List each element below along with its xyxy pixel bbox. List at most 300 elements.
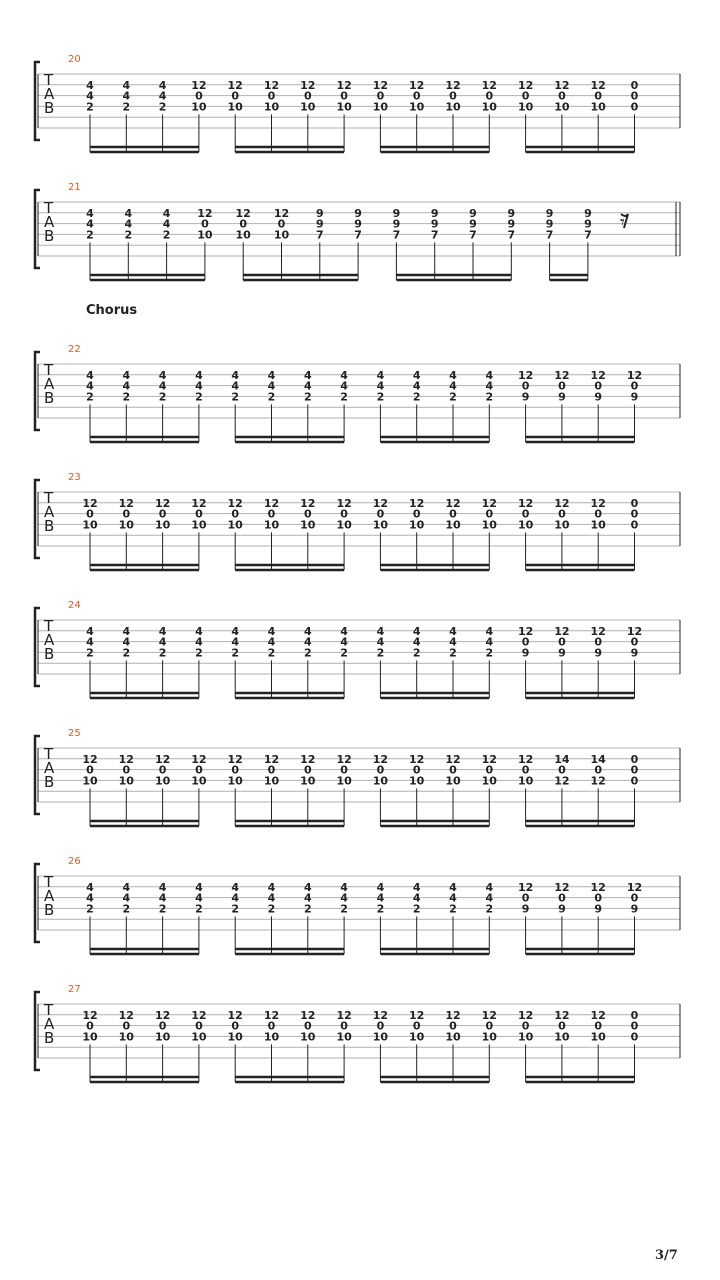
- measure-number: 25: [68, 728, 81, 739]
- fret-number: 2: [124, 228, 133, 242]
- fret-number: 2: [231, 390, 240, 404]
- fret-number: 10: [227, 518, 243, 532]
- fret-number: 12: [517, 624, 534, 638]
- tab-clef-letter: A: [44, 759, 55, 777]
- fret-number: 10: [191, 518, 207, 532]
- fret-number: 2: [231, 902, 240, 916]
- fret-number: 12: [372, 496, 389, 510]
- tab-clef-letter: B: [44, 517, 55, 535]
- fret-number: 0: [521, 763, 530, 777]
- fret-number: 12: [191, 496, 207, 510]
- fret-number: 12: [227, 496, 243, 510]
- fret-number: 12: [517, 1008, 534, 1022]
- fret-number: 2: [340, 902, 348, 916]
- fret-number: 10: [154, 518, 171, 532]
- fret-number: 4: [412, 624, 421, 638]
- fret-number: 9: [430, 206, 439, 220]
- fret-number: 10: [300, 100, 316, 114]
- fret-number: 2: [195, 902, 203, 916]
- fret-number: 7: [584, 228, 592, 242]
- fret-number: 10: [445, 774, 461, 788]
- tab-clef-letter: T: [44, 489, 54, 507]
- fret-number: 12: [372, 78, 389, 92]
- fret-number: 0: [239, 217, 248, 231]
- fret-number: 0: [267, 1019, 276, 1033]
- fret-number: 10: [409, 774, 425, 788]
- fret-number: 2: [122, 100, 131, 114]
- fret-number: 12: [191, 78, 207, 92]
- fret-number: 0: [630, 1030, 639, 1044]
- fret-number: 2: [449, 390, 457, 404]
- fret-number: 12: [554, 496, 570, 510]
- fret-number: 12: [336, 1008, 352, 1022]
- fret-number: 4: [449, 891, 457, 905]
- fret-number: 9: [545, 217, 554, 231]
- fret-number: 12: [82, 496, 98, 510]
- fret-number: 12: [263, 496, 280, 510]
- fret-number: 4: [376, 368, 385, 382]
- fret-number: 14: [590, 752, 606, 766]
- fret-number: 0: [449, 89, 457, 103]
- tab-system: [35, 182, 680, 280]
- fret-number: 2: [195, 646, 203, 660]
- fret-number: 4: [158, 89, 167, 103]
- fret-number: 12: [517, 368, 534, 382]
- fret-number: 4: [195, 635, 203, 649]
- fret-number: 12: [235, 206, 251, 220]
- fret-number: 4: [303, 368, 312, 382]
- fret-number: 4: [231, 368, 240, 382]
- fret-number: 2: [158, 902, 167, 916]
- fret-number: 12: [300, 1008, 316, 1022]
- fret-number: 9: [521, 390, 530, 404]
- fret-number: 9: [545, 206, 554, 220]
- fret-number: 4: [449, 368, 457, 382]
- fret-number: 9: [315, 206, 324, 220]
- fret-number: 12: [263, 1008, 280, 1022]
- fret-number: 9: [521, 902, 530, 916]
- measure-number: 20: [68, 54, 81, 65]
- fret-number: 0: [594, 891, 603, 905]
- tab-clef-letter: A: [44, 887, 55, 905]
- fret-number: 12: [300, 752, 316, 766]
- tab-system: [35, 303, 680, 442]
- fret-number: 2: [158, 100, 167, 114]
- fret-number: 0: [521, 635, 530, 649]
- fret-number: 9: [469, 217, 477, 231]
- tab-clef-letter: A: [44, 1015, 55, 1033]
- fret-number: 9: [558, 902, 566, 916]
- fret-number: 12: [300, 496, 316, 510]
- fret-number: 0: [594, 507, 603, 521]
- fret-number: 0: [630, 891, 639, 905]
- fret-number: 4: [122, 880, 131, 894]
- fret-number: 0: [376, 1019, 385, 1033]
- fret-number: 4: [195, 891, 203, 905]
- measure-number: 22: [68, 344, 81, 355]
- fret-number: 10: [445, 518, 461, 532]
- fret-number: 0: [303, 763, 312, 777]
- fret-number: 4: [267, 880, 276, 894]
- fret-number: 9: [584, 206, 592, 220]
- fret-number: 0: [630, 379, 639, 393]
- fret-number: 10: [235, 228, 251, 242]
- fret-number: 10: [118, 774, 134, 788]
- fret-number: 12: [118, 1008, 134, 1022]
- fret-number: 4: [340, 880, 348, 894]
- fret-number: 0: [630, 518, 639, 532]
- fret-number: 2: [376, 646, 385, 660]
- fret-number: 10: [517, 1030, 534, 1044]
- fret-number: 10: [154, 1030, 171, 1044]
- fret-number: 0: [594, 379, 603, 393]
- fret-number: 4: [195, 379, 203, 393]
- fret-number: 2: [162, 228, 171, 242]
- fret-number: 12: [554, 1008, 570, 1022]
- fret-number: 9: [630, 390, 639, 404]
- fret-number: 2: [86, 228, 94, 242]
- fret-number: 12: [554, 78, 570, 92]
- fret-number: 12: [197, 206, 213, 220]
- fret-number: 4: [340, 624, 348, 638]
- fret-number: 10: [82, 1030, 98, 1044]
- fret-number: 10: [300, 1030, 316, 1044]
- fret-number: 4: [485, 880, 494, 894]
- fret-number: 7: [469, 228, 477, 242]
- tab-system: [35, 728, 680, 826]
- fret-number: 0: [630, 1019, 639, 1033]
- fret-number: 10: [554, 1030, 570, 1044]
- fret-number: 7: [507, 228, 516, 242]
- fret-number: 7: [354, 228, 362, 242]
- tab-clef-letter: T: [44, 71, 54, 89]
- fret-number: 9: [392, 206, 401, 220]
- fret-number: 2: [412, 902, 421, 916]
- fret-number: 2: [303, 390, 312, 404]
- fret-number: 0: [195, 763, 203, 777]
- fret-number: 12: [372, 1008, 389, 1022]
- fret-number: 10: [82, 774, 98, 788]
- fret-number: 2: [449, 646, 457, 660]
- fret-number: 4: [86, 206, 94, 220]
- fret-number: 0: [412, 89, 421, 103]
- fret-number: 0: [630, 635, 639, 649]
- fret-number: 4: [195, 624, 203, 638]
- fret-number: 4: [267, 891, 276, 905]
- fret-number: 9: [507, 206, 516, 220]
- fret-number: 9: [630, 902, 639, 916]
- fret-number: 12: [82, 752, 98, 766]
- fret-number: 12: [590, 624, 606, 638]
- fret-number: 4: [412, 880, 421, 894]
- fret-number: 12: [517, 752, 534, 766]
- fret-number: 4: [449, 379, 457, 393]
- fret-number: 4: [231, 379, 240, 393]
- fret-number: 0: [594, 1019, 603, 1033]
- fret-number: 4: [158, 891, 167, 905]
- fret-number: 7: [315, 228, 324, 242]
- fret-number: 4: [376, 880, 385, 894]
- fret-number: 10: [263, 774, 280, 788]
- fret-number: 12: [626, 624, 643, 638]
- tab-clef-letter: B: [44, 901, 55, 919]
- fret-number: 12: [409, 1008, 425, 1022]
- fret-number: 0: [231, 507, 240, 521]
- fret-number: 0: [558, 635, 566, 649]
- fret-number: 2: [86, 902, 94, 916]
- fret-number: 0: [412, 507, 421, 521]
- fret-number: 4: [158, 635, 167, 649]
- fret-number: 2: [340, 646, 348, 660]
- fret-number: 12: [82, 1008, 98, 1022]
- fret-number: 4: [231, 635, 240, 649]
- fret-number: 10: [191, 774, 207, 788]
- fret-number: 0: [594, 89, 603, 103]
- fret-number: 4: [158, 78, 167, 92]
- fret-number: 4: [86, 880, 94, 894]
- fret-number: 4: [124, 217, 133, 231]
- fret-number: 4: [340, 891, 348, 905]
- fret-number: 2: [303, 902, 312, 916]
- fret-number: 10: [517, 518, 534, 532]
- fret-number: 4: [162, 217, 171, 231]
- fret-number: 10: [300, 774, 316, 788]
- fret-number: 4: [231, 891, 240, 905]
- tab-system: [35, 600, 680, 698]
- fret-number: 4: [86, 379, 94, 393]
- fret-number: 12: [445, 1008, 461, 1022]
- fret-number: 9: [584, 217, 592, 231]
- fret-number: 10: [409, 100, 425, 114]
- fret-number: 4: [412, 379, 421, 393]
- fret-number: 0: [521, 891, 530, 905]
- fret-number: 4: [86, 891, 94, 905]
- fret-number: 4: [485, 379, 494, 393]
- fret-number: 9: [315, 217, 324, 231]
- tab-clef-letter: B: [44, 773, 55, 791]
- tab-clef-letter: T: [44, 1001, 54, 1019]
- fret-number: 2: [303, 646, 312, 660]
- section-label: Chorus: [86, 303, 138, 318]
- fret-number: 4: [303, 379, 312, 393]
- fret-number: 9: [630, 646, 639, 660]
- fret-number: 0: [86, 763, 94, 777]
- fret-number: 4: [124, 206, 133, 220]
- fret-number: 0: [376, 89, 385, 103]
- fret-number: 4: [412, 368, 421, 382]
- fret-number: 0: [630, 1008, 639, 1022]
- fret-number: 12: [481, 496, 497, 510]
- fret-number: 4: [340, 368, 348, 382]
- fret-number: 12: [481, 752, 497, 766]
- fret-number: 4: [267, 624, 276, 638]
- fret-number: 12: [481, 78, 497, 92]
- fret-number: 14: [554, 752, 570, 766]
- fret-number: 0: [158, 507, 167, 521]
- fret-number: 0: [376, 507, 385, 521]
- fret-number: 0: [340, 1019, 348, 1033]
- fret-number: 4: [303, 635, 312, 649]
- fret-number: 0: [267, 507, 276, 521]
- fret-number: 10: [263, 1030, 280, 1044]
- fret-number: 9: [507, 217, 516, 231]
- fret-number: 10: [191, 1030, 207, 1044]
- fret-number: 12: [336, 78, 352, 92]
- fret-number: 2: [485, 646, 494, 660]
- tab-clef-letter: B: [44, 227, 55, 245]
- fret-number: 10: [118, 1030, 134, 1044]
- measure-number: 24: [68, 600, 81, 611]
- fret-number: 2: [122, 902, 131, 916]
- fret-number: 9: [469, 206, 477, 220]
- fret-number: 10: [445, 100, 461, 114]
- fret-number: 4: [231, 880, 240, 894]
- fret-number: 2: [340, 390, 348, 404]
- fret-number: 10: [227, 774, 243, 788]
- fret-number: 0: [303, 507, 312, 521]
- fret-number: 12: [154, 496, 171, 510]
- fret-number: 4: [485, 624, 494, 638]
- fret-number: 0: [267, 763, 276, 777]
- fret-number: 4: [162, 206, 171, 220]
- fret-number: 12: [590, 1008, 606, 1022]
- fret-number: 10: [554, 100, 570, 114]
- tab-system: [35, 856, 680, 954]
- fret-number: 12: [336, 752, 352, 766]
- fret-number: 12: [626, 368, 643, 382]
- fret-number: 0: [630, 496, 639, 510]
- fret-number: 10: [481, 1030, 497, 1044]
- fret-number: 0: [412, 763, 421, 777]
- fret-number: 12: [409, 752, 425, 766]
- fret-number: 9: [594, 646, 603, 660]
- fret-number: 4: [449, 635, 457, 649]
- fret-number: 0: [231, 89, 240, 103]
- fret-number: 10: [372, 518, 389, 532]
- fret-number: 0: [485, 763, 494, 777]
- fret-number: 4: [86, 635, 94, 649]
- fret-number: 0: [558, 763, 566, 777]
- fret-number: 4: [122, 368, 131, 382]
- fret-number: 2: [195, 390, 203, 404]
- fret-number: 7: [545, 228, 554, 242]
- fret-number: 0: [195, 1019, 203, 1033]
- fret-number: 4: [195, 880, 203, 894]
- fret-number: 0: [630, 774, 639, 788]
- fret-number: 0: [521, 507, 530, 521]
- fret-number: 12: [191, 1008, 207, 1022]
- fret-number: 2: [122, 646, 131, 660]
- fret-number: 4: [376, 624, 385, 638]
- fret-number: 12: [118, 496, 134, 510]
- fret-number: 0: [201, 217, 209, 231]
- fret-number: 12: [227, 1008, 243, 1022]
- tab-system: [35, 54, 680, 152]
- fret-number: 0: [630, 507, 639, 521]
- fret-number: 4: [158, 880, 167, 894]
- fret-number: 4: [485, 891, 494, 905]
- fret-number: 4: [158, 368, 167, 382]
- fret-number: 12: [154, 1008, 171, 1022]
- fret-number: 4: [303, 880, 312, 894]
- fret-number: 0: [449, 763, 457, 777]
- fret-number: 0: [558, 891, 566, 905]
- fret-number: 0: [630, 763, 639, 777]
- fret-number: 0: [521, 1019, 530, 1033]
- eighth-rest: 𝄾: [620, 212, 625, 233]
- fret-number: 7: [392, 228, 401, 242]
- fret-number: 10: [118, 518, 134, 532]
- fret-number: 2: [376, 390, 385, 404]
- fret-number: 2: [231, 646, 240, 660]
- tab-clef-letter: T: [44, 873, 54, 891]
- fret-number: 0: [86, 507, 94, 521]
- fret-number: 10: [227, 1030, 243, 1044]
- tab-clef-letter: T: [44, 361, 54, 379]
- fret-number: 12: [626, 880, 643, 894]
- fret-number: 4: [122, 891, 131, 905]
- fret-number: 10: [445, 1030, 461, 1044]
- fret-number: 2: [267, 902, 276, 916]
- fret-number: 10: [197, 228, 213, 242]
- fret-number: 0: [376, 763, 385, 777]
- tab-clef-letter: T: [44, 745, 54, 763]
- fret-number: 4: [449, 880, 457, 894]
- tab-clef-letter: B: [44, 389, 55, 407]
- fret-number: 12: [191, 752, 207, 766]
- fret-number: 10: [481, 774, 497, 788]
- fret-number: 0: [158, 1019, 167, 1033]
- fret-number: 10: [336, 774, 352, 788]
- fret-number: 12: [554, 368, 570, 382]
- tab-clef-letter: A: [44, 631, 55, 649]
- fret-number: 2: [485, 902, 494, 916]
- fret-number: 4: [376, 379, 385, 393]
- fret-number: 0: [558, 507, 566, 521]
- fret-number: 9: [392, 217, 401, 231]
- fret-number: 2: [449, 902, 457, 916]
- fret-number: 4: [485, 635, 494, 649]
- fret-number: 2: [158, 646, 167, 660]
- fret-number: 12: [517, 496, 534, 510]
- fret-number: 0: [521, 379, 530, 393]
- fret-number: 10: [263, 100, 280, 114]
- fret-number: 10: [336, 518, 352, 532]
- measure-number: 21: [68, 182, 81, 193]
- fret-number: 2: [86, 646, 94, 660]
- fret-number: 0: [558, 89, 566, 103]
- fret-number: 4: [376, 891, 385, 905]
- fret-number: 0: [231, 763, 240, 777]
- fret-number: 12: [336, 496, 352, 510]
- fret-number: 12: [227, 78, 243, 92]
- fret-number: 4: [485, 368, 494, 382]
- fret-number: 0: [86, 1019, 94, 1033]
- fret-number: 7: [430, 228, 439, 242]
- fret-number: 2: [412, 646, 421, 660]
- fret-number: 12: [154, 752, 171, 766]
- fret-number: 0: [630, 89, 639, 103]
- fret-number: 10: [517, 774, 534, 788]
- fret-number: 9: [594, 390, 603, 404]
- measure-number: 26: [68, 856, 81, 867]
- fret-number: 10: [372, 100, 389, 114]
- fret-number: 10: [336, 1030, 352, 1044]
- fret-number: 12: [372, 752, 389, 766]
- tab-clef-letter: B: [44, 1029, 55, 1047]
- tab-clef-letter: B: [44, 99, 55, 117]
- fret-number: 12: [590, 774, 606, 788]
